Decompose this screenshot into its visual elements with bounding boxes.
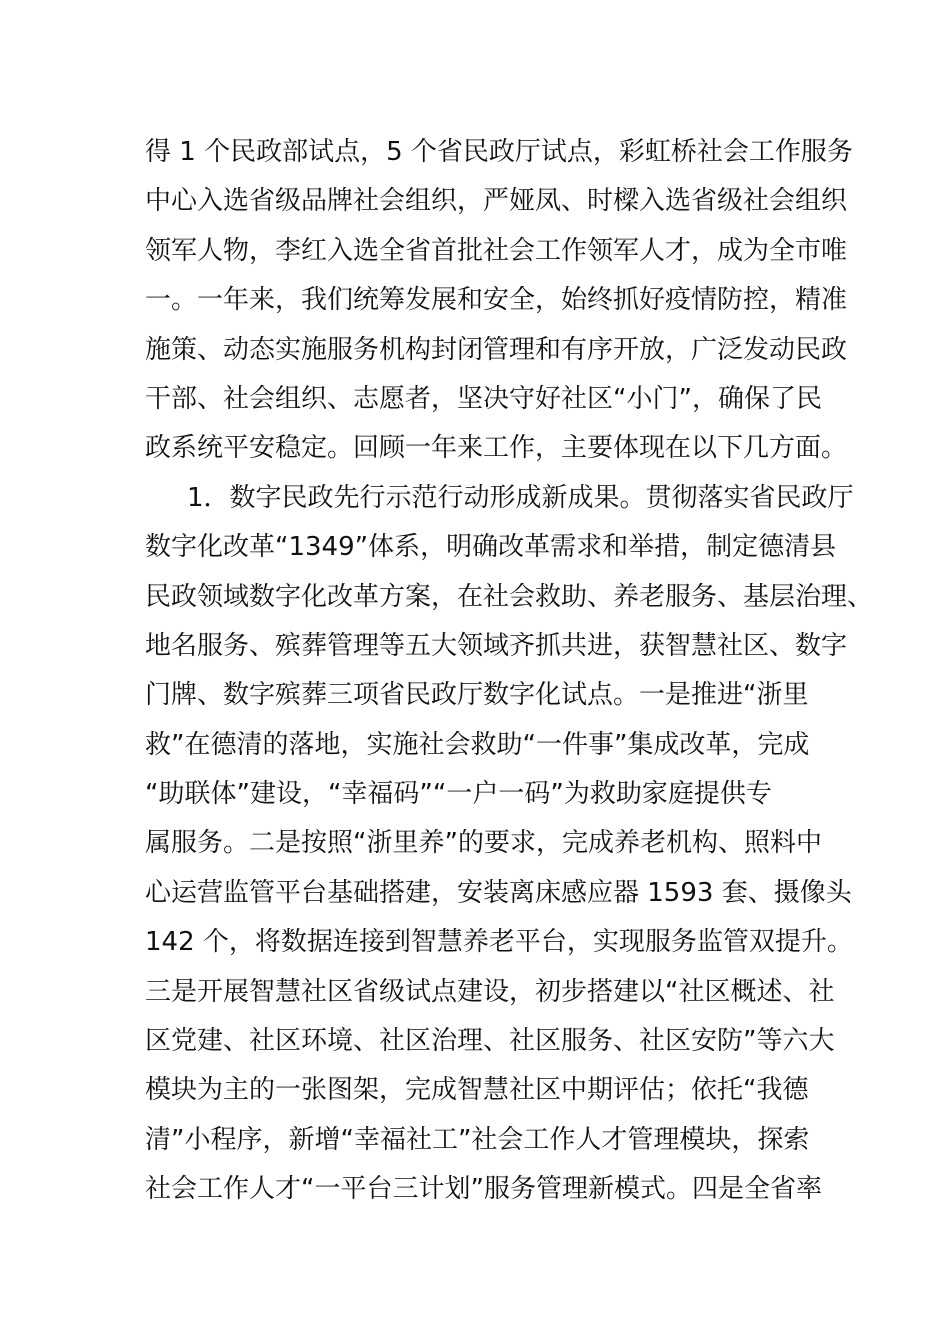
text-line: 三是开展智慧社区省级试点建设，初步搭建以“社区概述、社 [145, 976, 835, 1007]
text-line: 模块为主的一张图架，完成智慧社区中期评估；依托“我德 [145, 1075, 809, 1106]
text-line: “助联体”建设，“幸福码”“一户一码”为救助家庭提供专 [145, 779, 772, 810]
text-line: 一。一年来，我们统筹发展和安全，始终抓好疫情防控，精准 [145, 285, 848, 316]
text-line: 救”在德清的落地，实施社会救助“一件事”集成改革，完成 [145, 729, 810, 760]
text-line: 得 1 个民政部试点，5 个省民政厅试点，彩虹桥社会工作服务 [145, 137, 853, 167]
text-line: 民政领域数字化改革方案，在社会救助、养老服务、基层治理、 [145, 581, 874, 612]
text-line: 社会工作人才“一平台三计划”服务管理新模式。四是全省率 [145, 1174, 822, 1205]
text-line: 门牌、数字殡葬三项省民政厅数字化试点。一是推进“浙里 [145, 680, 809, 711]
text-line: 数字化改革“1349”体系，明确改革需求和举措，制定德清县 [145, 532, 837, 563]
text-line: 142 个，将数据连接到智慧养老平台，实现服务监管双提升。 [145, 927, 853, 958]
text-line: 施策、动态实施服务机构封闭管理和有序开放，广泛发动民政 [145, 334, 848, 365]
text-line: 属服务。二是按照“浙里养”的要求，完成养老机构、照料中 [145, 828, 822, 859]
text-line: 地名服务、殡葬管理等五大领域齐抓共进，获智慧社区、数字 [145, 630, 848, 661]
text-line: 清”小程序，新增“幸福社工”社会工作人才管理模块，探索 [145, 1124, 810, 1155]
text-line: 区党建、社区环境、社区治理、社区服务、社区安防”等六大 [145, 1026, 835, 1057]
section-heading-line: 1．数字民政先行示范行动形成新成果。贯彻落实省民政厅 [187, 482, 854, 513]
text-line: 心运营监管平台基础搭建，安装离床感应器 1593 套、摄像头 [145, 877, 852, 908]
text-line: 领军人物，李红入选全省首批社会工作领军人才，成为全市唯 [145, 235, 848, 266]
body-text [145, 128, 874, 1215]
text-line: 中心入选省级品牌社会组织，严娅凤、时樑入选省级社会组织 [145, 186, 848, 217]
text-line: 政系统平安稳定。回顾一年来工作，主要体现在以下几方面。 [145, 433, 848, 464]
text-line: 干部、社会组织、志愿者，坚决守好社区“小门”，确保了民 [145, 383, 822, 414]
